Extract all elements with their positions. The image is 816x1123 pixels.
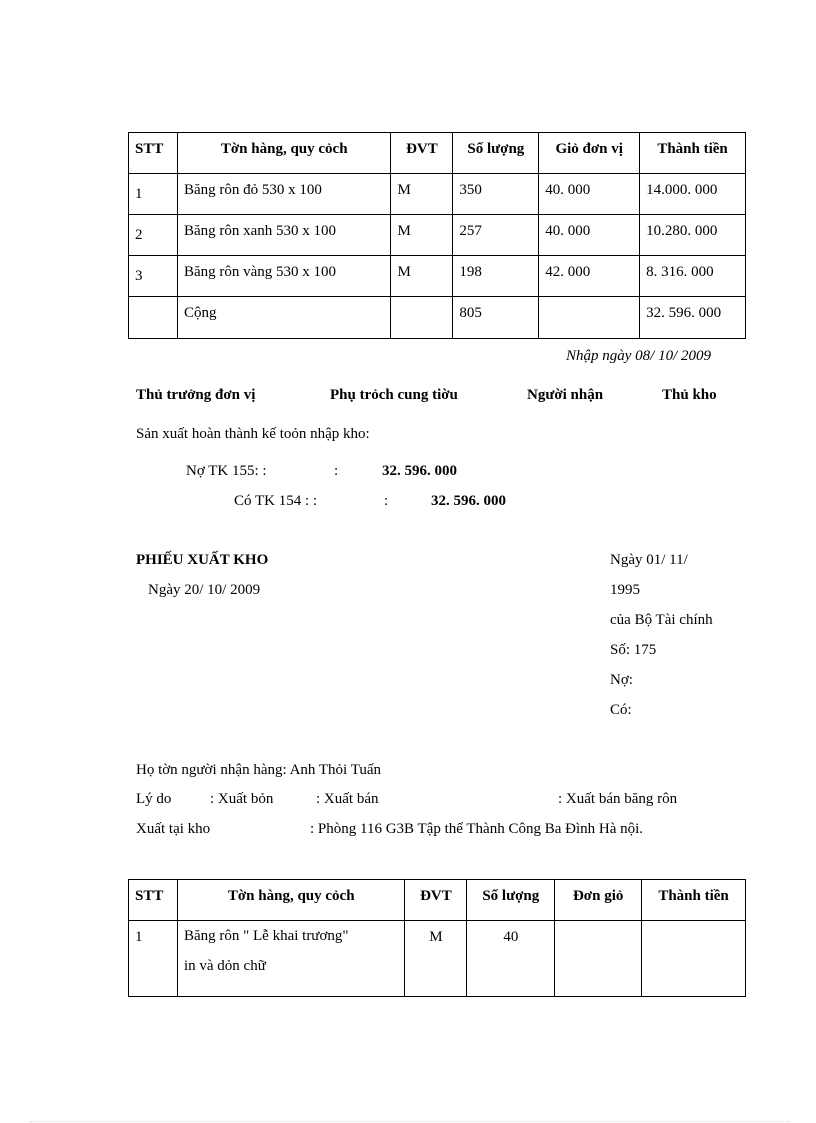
signature-director: Thủ trưởng đơn vị	[136, 387, 256, 403]
cell: Băng rôn đỏ 530 x 100	[177, 174, 391, 215]
header-cell: STT	[129, 133, 178, 174]
header-cell: Số lượng	[453, 133, 539, 174]
table-row	[129, 174, 746, 215]
import-table-header	[129, 133, 746, 174]
debit-colon: :	[334, 463, 339, 479]
total-quantity: 805	[453, 297, 539, 339]
header-cell: Thành tiền	[640, 133, 746, 174]
cell: M	[391, 256, 453, 297]
header-cell: Giỏ đơn vị	[539, 133, 640, 174]
cell	[642, 921, 746, 997]
header-cell: Thành tiền	[642, 880, 746, 921]
cell: 40. 000	[539, 174, 640, 215]
header-cell: Tờn hàng, quy cỏch	[177, 133, 391, 174]
table-row	[129, 256, 746, 297]
cell: 257	[453, 215, 539, 256]
page-bottom-rule	[30, 1121, 790, 1122]
product-name-cell	[177, 921, 404, 997]
product-name-line: in và dỏn chữ	[183, 958, 266, 974]
cell: 198	[453, 256, 539, 297]
total-label: Cộng	[177, 297, 391, 339]
product-name-line: Băng rôn " Lễ khai trương"	[183, 928, 349, 944]
cell	[391, 297, 453, 339]
header-cell: ĐVT	[405, 880, 467, 921]
header-cell: Đơn giỏ	[555, 880, 642, 921]
cell: 1	[129, 921, 178, 997]
total-amount: 32. 596. 000	[640, 297, 746, 339]
reason-label: Lý do	[136, 791, 172, 807]
signature-receiver: Người nhận	[527, 387, 604, 403]
cell: 350	[453, 174, 539, 215]
cell	[129, 297, 178, 339]
header-cell: STT	[129, 880, 178, 921]
cell: 14.000. 000	[640, 174, 746, 215]
debit-value: 32. 596. 000	[382, 463, 457, 479]
cell: 8. 316. 000	[640, 256, 746, 297]
cell	[539, 297, 640, 339]
cell: M	[391, 174, 453, 215]
recipient: Họ tờn người nhận hàng: Anh Thỏi Tuấn	[136, 762, 381, 778]
regulation-line: Ngày 01/ 11/	[610, 552, 688, 568]
credit-field: Có:	[610, 702, 632, 718]
cell: 40. 000	[539, 215, 640, 256]
signature-supply: Phụ trỏch cung tiờu	[330, 387, 458, 403]
cell: M	[405, 921, 467, 997]
cell: 3	[129, 256, 178, 297]
table-row	[129, 921, 746, 997]
signature-storekeeper: Thủ kho	[662, 387, 717, 403]
credit-label: Có TK 154 : :	[234, 493, 318, 509]
debit-label: Nợ TK 155: :	[186, 463, 267, 479]
import-date: Nhập ngày 08/ 10/ 2009	[566, 348, 711, 364]
cell: Băng rôn xanh 530 x 100	[177, 215, 391, 256]
cell: 40	[467, 921, 555, 997]
cell	[555, 921, 642, 997]
header-cell: Số lượng	[467, 880, 555, 921]
export-title: PHIẾU XUẤT KHO	[136, 552, 269, 568]
reason-2: : Xuất bán	[316, 791, 379, 807]
slip-number: Số: 175	[610, 642, 657, 658]
cell: 2	[129, 215, 178, 256]
export-date: Ngày 20/ 10/ 2009	[148, 582, 261, 598]
credit-colon: :	[384, 493, 389, 509]
header-cell: Tờn hàng, quy cỏch	[177, 880, 404, 921]
debit-field: Nợ:	[610, 672, 633, 688]
regulation-line: của Bộ Tài chính	[610, 612, 713, 628]
export-table-header	[129, 880, 746, 921]
cell: 10.280. 000	[640, 215, 746, 256]
cell: Băng rôn vàng 530 x 100	[177, 256, 391, 297]
reason-3: : Xuất bán băng rôn	[558, 791, 678, 807]
reason-1: : Xuất bỏn	[210, 791, 274, 807]
table-row	[129, 215, 746, 256]
total-row	[129, 297, 746, 339]
warehouse-value: : Phòng 116 G3B Tập thể Thành Công Ba Đình Hà nội.	[310, 821, 644, 837]
header-cell: ĐVT	[391, 133, 453, 174]
import-table	[128, 132, 746, 339]
export-table	[128, 879, 746, 997]
credit-value: 32. 596. 000	[431, 493, 506, 509]
regulation-line: 1995	[610, 582, 640, 598]
cell: 1	[129, 174, 178, 215]
cell: 42. 000	[539, 256, 640, 297]
cell: M	[391, 215, 453, 256]
warehouse-label: Xuất tại kho	[136, 821, 211, 837]
entry-title: Sản xuất hoàn thành kế toỏn nhập kho:	[136, 426, 370, 442]
